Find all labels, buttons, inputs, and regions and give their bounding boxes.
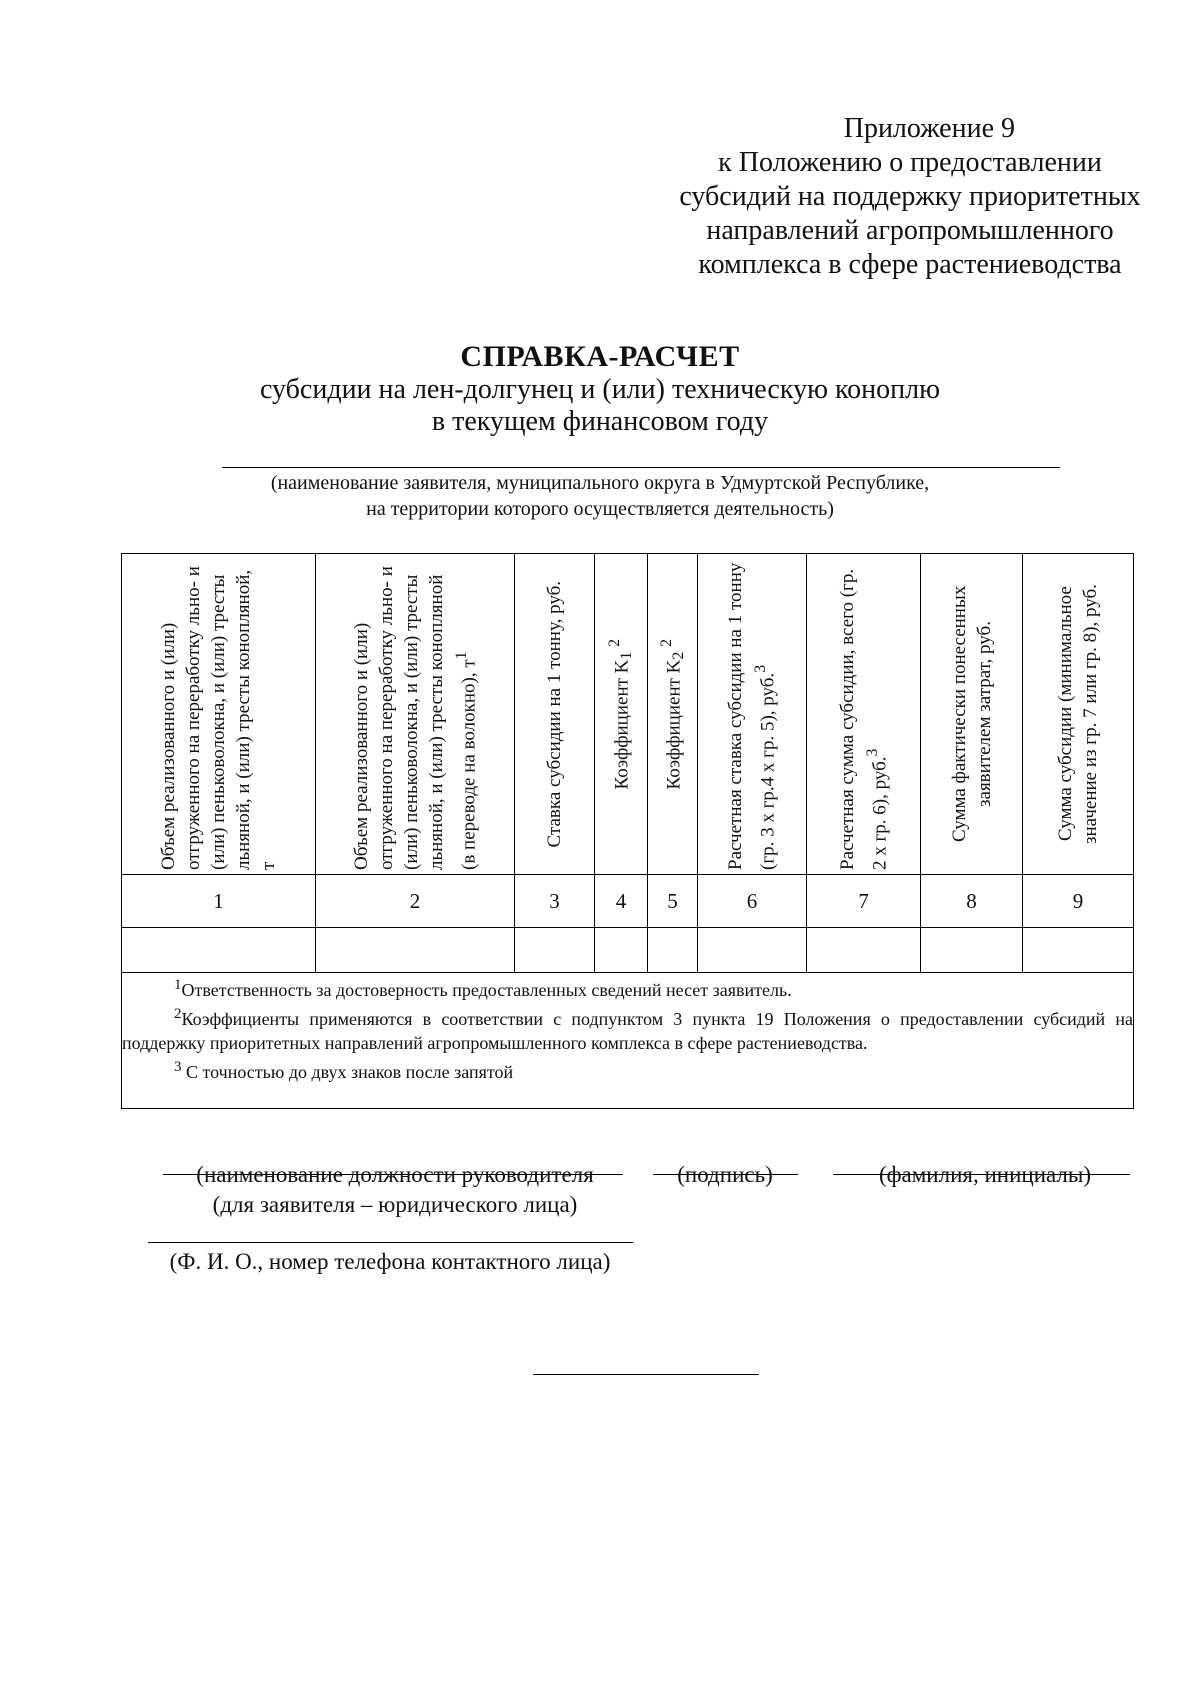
table-header-row [122,554,1134,875]
column-number-7: 7 [807,875,921,928]
subtitle-line-2: в текущем финансовом году [431,406,769,437]
applicant-caption-line-2: на территории которого осуществляется деятельность) [366,498,834,520]
subtitle-line-1: субсидии на лен-долгунец и (или) техническую коноплю [259,374,941,405]
column-number-9: 9 [1023,875,1134,928]
column-header-5-subscript: 2 [670,651,688,660]
appendix-line-3: субсидий на поддержку приоритетных [679,181,1141,212]
column-header-1-label: Объем реализованного и (или) отгруженного на переработку льно- и (или) пеньковолокна, и (или) тресты льняной, и (или) тресты конопляной, т [158,566,279,870]
column-number-5: 5 [648,875,698,928]
column-header-4 [595,554,648,875]
column-header-9 [1023,554,1134,875]
column-header-2-label: Объем реализованного и (или) отгруженного на переработку льно- и (или) пеньковолокна, и (или) тресты льняной, и (или) тресты конопляной (в переводе на волокно), т [350,566,480,870]
column-number-6: 6 [698,875,807,928]
column-header-8 [921,554,1023,875]
signature-caption: (подпись) [677,1162,773,1187]
position-caption [140,1160,650,1220]
appendix-line-5: комплекса в сфере растениеводства [698,249,1122,280]
footnote-3-text: С точностью до двух знаков после запятой [181,1062,514,1082]
appendix-header [640,112,1180,282]
column-header-7-footnote: 3 [863,748,881,757]
position-caption-line-2: (для заявителя – юридического лица) [212,1192,578,1217]
applicant-caption-line-1: (наименование заявителя, муниципального округа в Удмуртской Республике, [270,472,930,494]
column-header-4-label: Коэффициент K [611,659,633,790]
document-title: СПРАВКА-РАСЧЕТ [460,340,740,373]
column-header-3-label: Ставка субсидии на 1 тонну, руб. [544,580,565,848]
data-cell-8[interactable] [921,928,1023,973]
column-header-4-footnote: 2 [606,638,624,647]
column-header-8-label: Сумма фактически понесенных заявителем затрат, руб. [948,585,995,843]
column-number-4: 4 [595,875,648,928]
column-header-6-label: Расчетная ставка субсидии на 1 тонну (гр. 3 х гр.4 х гр. 5), руб. [725,562,779,870]
column-header-6 [698,554,807,875]
column-number-8: 8 [921,875,1023,928]
data-cell-3[interactable] [515,928,595,973]
column-header-7-label: Расчетная сумма субсидии, всего (гр. 2 х гр. 6), руб. [836,568,891,870]
footnote-3-marker: 3 [174,1059,182,1075]
applicant-name-field-line[interactable] [222,467,1060,468]
contact-caption: (Ф. И. О., номер телефона контактного лица) [169,1249,611,1274]
footnote-1 [122,973,1133,1002]
data-cell-6[interactable] [698,928,807,973]
data-cell-4[interactable] [595,928,648,973]
data-cell-1[interactable] [122,928,316,973]
column-number-2: 2 [316,875,515,928]
data-cell-9[interactable] [1023,928,1134,973]
contact-field-line[interactable] [148,1242,633,1243]
end-of-document-line [533,1374,759,1375]
column-header-9-label: Сумма субсидии (минимальное значение из гр. 7 или гр. 8), руб. [1055,584,1101,844]
footnote-3 [122,1055,1133,1084]
column-number-3: 3 [515,875,595,928]
data-cell-5[interactable] [648,928,698,973]
column-header-3 [515,554,595,875]
column-number-1: 1 [122,875,316,928]
column-header-6-footnote: 3 [752,664,770,673]
appendix-line-4: направлений агропромышленного [706,215,1114,246]
data-entry-row [122,928,1134,973]
column-header-2-footnote: 1 [452,651,470,660]
column-header-5-label: Коэффициент K [663,659,685,790]
column-header-4-subscript: 1 [618,651,636,660]
column-numbers-row [122,875,1134,928]
footnote-2-text: Коэффициенты применяются в соответствии с подпунктом 3 пункта 19 Положения о предоставлении субсидий на поддержку приоритетных направлений агропромышленного комплекса в сфере растениеводства. [122,1009,1133,1053]
calculation-table [121,553,1134,1109]
column-header-5-footnote: 2 [657,638,675,647]
footnote-2 [122,1002,1133,1055]
name-caption: (фамилия, инициалы) [878,1162,1092,1187]
column-header-5 [648,554,698,875]
position-caption-line-1: (наименование должности руководителя [196,1162,594,1187]
appendix-line-2: к Положению о предоставлении [718,147,1102,178]
footnotes-cell [122,973,1134,1109]
footnote-1-marker: 1 [174,977,182,993]
column-header-2 [316,554,515,875]
column-header-1 [122,554,316,875]
document-subtitle [0,374,1200,438]
footnote-1-text: Ответственность за достоверность предоставленных сведений несет заявитель. [181,980,792,1000]
appendix-number: Приложение 9 [843,113,1015,144]
footnote-2-marker: 2 [174,1006,182,1022]
footnotes-row [122,973,1134,1109]
data-cell-7[interactable] [807,928,921,973]
column-header-7 [807,554,921,875]
applicant-caption [150,470,1050,522]
data-cell-2[interactable] [316,928,515,973]
